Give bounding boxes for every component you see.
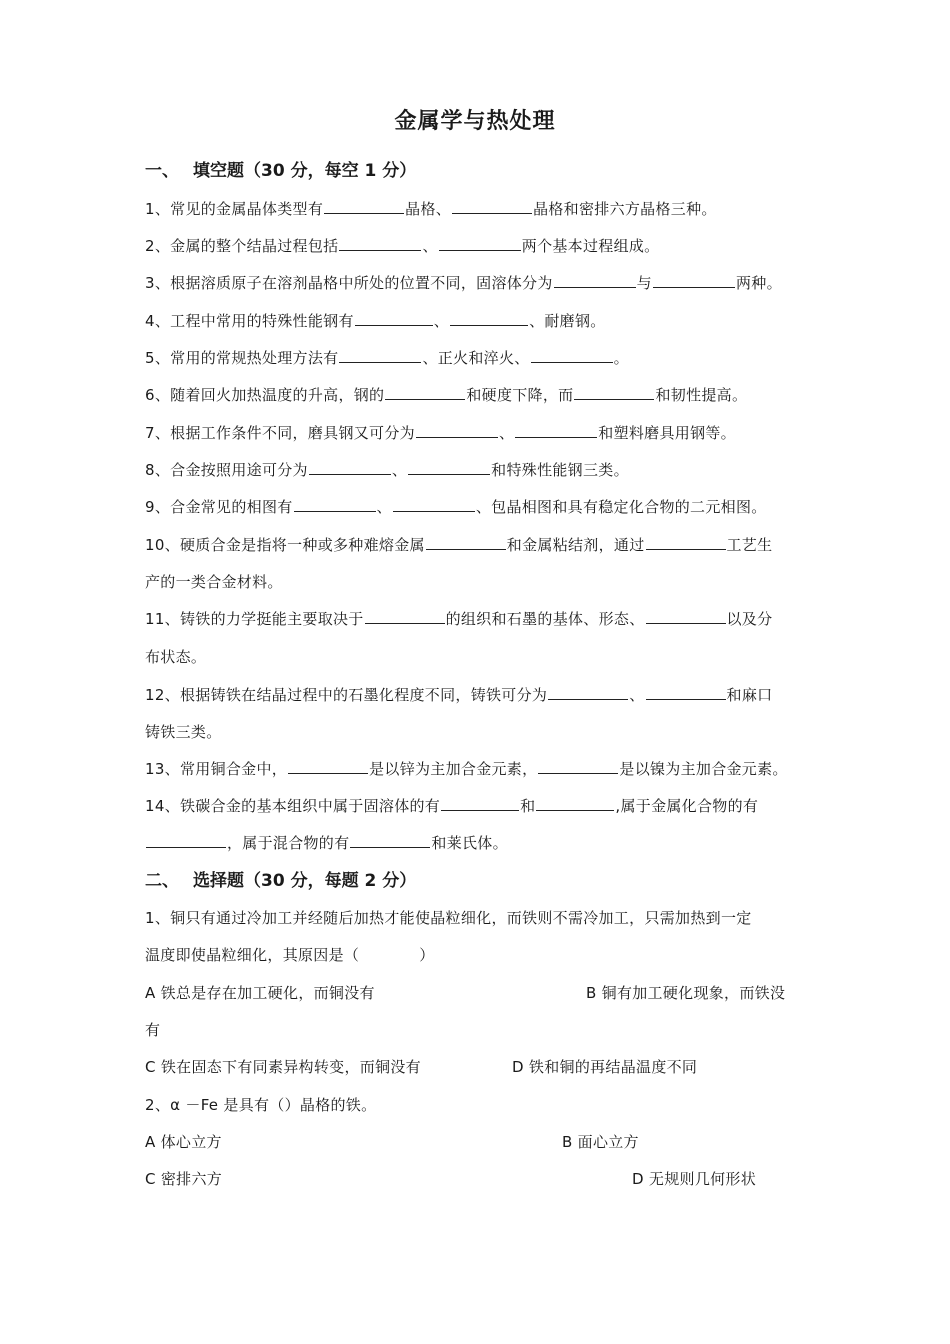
question-text: 工艺生: [726, 536, 773, 554]
question-text: 4、工程中常用的特殊性能钢有: [145, 312, 354, 330]
fill-question-13: [145, 758, 788, 779]
question-text: 、: [422, 237, 438, 255]
question-text: ，属于混合物的有: [227, 834, 350, 852]
question-text: 和莱氏体。: [431, 834, 508, 852]
question-text: 和金属粘结剂，通过: [506, 536, 645, 554]
question-text: 温度即使晶粒细化，其原因是（: [145, 946, 360, 964]
answer-blank[interactable]: [294, 497, 376, 512]
answer-blank[interactable]: [646, 535, 726, 550]
answer-blank[interactable]: [653, 273, 735, 288]
choice-1-option-b-wrap: 有: [145, 1021, 161, 1039]
answer-blank[interactable]: [324, 199, 404, 214]
choice-2-option-a[interactable]: A 体心立方: [145, 1133, 222, 1151]
fill-question-2: [145, 235, 659, 256]
fill-question-9: [145, 496, 767, 517]
fill-question-1: [145, 198, 717, 219]
answer-blank[interactable]: [531, 348, 613, 363]
section-fill-heading: [145, 156, 416, 181]
question-text: 晶格和密排六方晶格三种。: [533, 200, 717, 218]
question-text: 、: [376, 498, 392, 516]
question-text: 和塑料磨具用钢等。: [598, 424, 736, 442]
fill-question-14: [145, 795, 758, 816]
answer-blank[interactable]: [646, 685, 726, 700]
question-text: 和韧性提高。: [655, 386, 748, 404]
fill-question-11-wrap: [145, 646, 206, 667]
question-text: 、: [498, 424, 515, 442]
question-text: 5、常用的常规热处理方法有: [145, 349, 339, 367]
question-text: 8、合金按照用途可分为: [145, 461, 308, 479]
section-label: 填空题（30 分，每空 1 分）: [193, 161, 417, 181]
question-text: 3、根据溶质原子在溶剂晶格中所处的位置不同，固溶体分为: [145, 274, 553, 292]
question-text: 10、硬质合金是指将一种或多种难熔金属: [145, 536, 425, 554]
answer-blank[interactable]: [350, 833, 430, 848]
choice-question-2: 2、α －Fe 是具有（）晶格的铁。: [145, 1096, 377, 1114]
answer-blank[interactable]: [452, 199, 532, 214]
section-label: 选择题（30 分，每题 2 分）: [193, 871, 417, 891]
fill-question-7: [145, 422, 736, 443]
section-choice-heading: [145, 866, 416, 891]
answer-blank[interactable]: [416, 423, 498, 438]
page-title: 金属学与热处理: [394, 109, 556, 134]
question-text: 铸铁三类。: [145, 723, 222, 741]
question-text: 7、根据工作条件不同，磨具钢又可分为: [145, 424, 415, 442]
question-text: 、: [629, 686, 645, 704]
question-text: 9、合金常见的相图有: [145, 498, 293, 516]
choice-2-option-c[interactable]: C 密排六方: [145, 1170, 223, 1188]
answer-blank[interactable]: [339, 236, 421, 251]
choice-1-option-a[interactable]: A 铁总是存在加工硬化，而铜没有: [145, 984, 375, 1002]
question-text: 、: [433, 312, 450, 330]
fill-question-8: [145, 459, 629, 480]
answer-blank[interactable]: [554, 273, 636, 288]
answer-blank[interactable]: [538, 759, 618, 774]
question-text: 。: [613, 349, 629, 367]
question-text: 和: [520, 797, 536, 815]
question-text: 与: [636, 274, 652, 292]
question-text: 布状态。: [145, 648, 207, 666]
answer-blank[interactable]: [309, 460, 391, 475]
answer-blank[interactable]: [146, 833, 226, 848]
choice-1-option-d[interactable]: D 铁和铜的再结晶温度不同: [512, 1058, 698, 1076]
answer-blank[interactable]: [515, 423, 597, 438]
question-text: 和特殊性能钢三类。: [491, 461, 629, 479]
answer-blank[interactable]: [393, 497, 475, 512]
question-text: 晶格、: [405, 200, 452, 218]
answer-blank[interactable]: [355, 311, 433, 326]
choice-1-option-b[interactable]: B 铜有加工硬化现象，而铁没: [586, 984, 786, 1002]
answer-blank[interactable]: [439, 236, 521, 251]
fill-question-14-wrap: [145, 832, 508, 853]
question-text: 的组织和石墨的基体、形态、: [445, 610, 645, 628]
fill-question-11: [145, 608, 772, 629]
fill-question-12-wrap: [145, 721, 222, 742]
question-text: 、包晶相图和具有稳定化合物的二元相图。: [475, 498, 767, 516]
question-text: 11、铸铁的力学挺能主要取决于: [145, 610, 364, 628]
section-number: 一、: [145, 161, 179, 181]
answer-blank[interactable]: [450, 311, 528, 326]
question-text: 、耐磨钢。: [529, 312, 606, 330]
answer-blank[interactable]: [385, 385, 465, 400]
answer-blank[interactable]: [646, 609, 726, 624]
question-text: 和硬度下降，而: [466, 386, 574, 404]
answer-blank[interactable]: [408, 460, 490, 475]
section-number: 二、: [145, 871, 179, 891]
question-text: 12、根据铸铁在结晶过程中的石墨化程度不同，铸铁可分为: [145, 686, 548, 704]
question-text: 是以锌为主加合金元素，: [369, 760, 538, 778]
question-text: 产的一类合金材料。: [145, 573, 283, 591]
fill-question-3: [145, 272, 782, 293]
question-text: ）: [419, 946, 435, 964]
question-text: 和麻口: [726, 686, 773, 704]
question-text: 6、随着回火加热温度的升高，钢的: [145, 386, 385, 404]
answer-blank[interactable]: [441, 796, 519, 811]
answer-blank[interactable]: [574, 385, 654, 400]
answer-blank[interactable]: [536, 796, 614, 811]
choice-1-option-c[interactable]: C 铁在固态下有同素异构转变，而铜没有: [145, 1058, 421, 1076]
fill-question-10-wrap: [145, 571, 283, 592]
question-text: 14、铁碳合金的基本组织中属于固溶体的有: [145, 797, 441, 815]
fill-question-12: [145, 684, 772, 705]
answer-blank[interactable]: [548, 685, 628, 700]
question-text: 两种。: [735, 274, 782, 292]
answer-blank[interactable]: [426, 535, 506, 550]
choice-question-1: 1、铜只有通过冷加工并经随后加热才能使晶粒细化，而铁则不需冷加工，只需加热到一定: [145, 909, 752, 927]
choice-2-option-d[interactable]: D 无规则几何形状: [632, 1170, 757, 1188]
choice-question-1-wrap: [145, 944, 435, 965]
question-text: 两个基本过程组成。: [521, 237, 660, 255]
question-text: ,属于金属化合物的有: [615, 797, 759, 815]
fill-question-4: [145, 310, 606, 331]
answer-blank[interactable]: [288, 759, 368, 774]
answer-blank[interactable]: [339, 348, 421, 363]
question-text: 以及分: [726, 610, 773, 628]
question-text: 、: [391, 461, 408, 479]
fill-question-5: [145, 347, 629, 368]
question-text: 13、常用铜合金中，: [145, 760, 288, 778]
answer-blank[interactable]: [365, 609, 445, 624]
question-text: 是以镍为主加合金元素。: [619, 760, 788, 778]
fill-question-10: [145, 534, 772, 555]
question-text: 、正火和淬火、: [422, 349, 530, 367]
fill-question-6: [145, 384, 747, 405]
question-text: 1、常见的金属晶体类型有: [145, 200, 324, 218]
question-text: 2、金属的整个结晶过程包括: [145, 237, 339, 255]
choice-2-option-b[interactable]: B 面心立方: [562, 1133, 639, 1151]
